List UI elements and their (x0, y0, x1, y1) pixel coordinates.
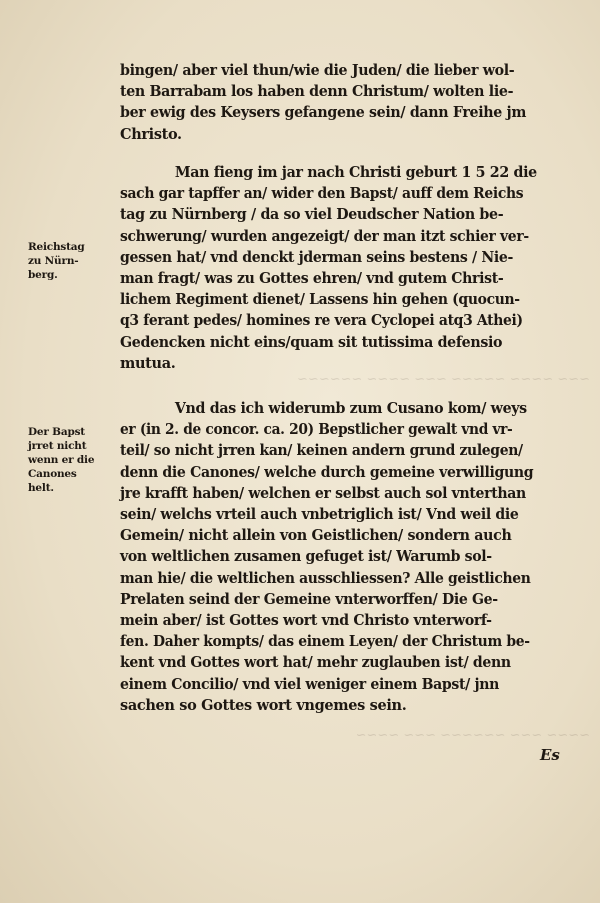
margin-note-line: Reichstag (28, 241, 85, 253)
margin-note-bapst (28, 425, 114, 495)
text-line: fen. Daher kompts/ das einem Leyen/ der Christum be- (120, 633, 530, 651)
text-line: er (in 2. de concor. ca. 20) Bepstlicher gewalt vnd vr- (120, 421, 513, 439)
text-line: sach gar tapffer an/ wider den Bapst/ auff dem Reichs (120, 185, 524, 203)
text-line: mutua. (120, 354, 176, 372)
paragraph-3 (120, 398, 580, 716)
text-line: kent vnd Gottes wort hat/ mehr zuglauben ist/ denn (120, 654, 511, 672)
text-line: man fragt/ was zu Gottes ehren/ vnd gutem Christ- (120, 270, 504, 288)
text-line: mein aber/ ist Gottes wort vnd Christo vnterworf- (120, 612, 492, 630)
text-line: Vnd das ich widerumb zum Cusano kom/ weys (174, 400, 527, 417)
text-line: tag zu Nürnberg / da so viel Deudscher Nation be- (120, 206, 504, 224)
margin-note-line: berg. (28, 269, 58, 281)
paragraph-2 (120, 162, 580, 374)
text-line: bingen/ aber viel thun/wie die Juden/ die lieber wol- (120, 62, 515, 79)
bleed-through-text: ~~~ ~~~~ ~~~~~ ~~~ ~~~~ ~~~~~~ (297, 372, 590, 387)
text-line: lichem Regiment dienet/ Lassens hin gehen (quocun- (120, 291, 520, 309)
margin-note-reichstag (28, 240, 114, 282)
text-line: Christo. (120, 125, 182, 143)
margin-note-line: Der Bapst (28, 426, 85, 438)
text-line: teil/ so nicht jrren kan/ keinen andern grund zulegen/ (120, 442, 523, 460)
text-line: gessen hat/ vnd denckt jderman seins bestens / Nie- (120, 248, 513, 266)
paragraph-1 (120, 60, 580, 145)
bleed-through-text: ~~~~ ~~~ ~~~~~~ ~~~ ~~~~ (355, 728, 590, 743)
text-line: denn die Canones/ welche durch gemeine verwilligung (120, 463, 534, 481)
margin-note-line: helt. (28, 482, 54, 494)
text-line: man hie/ die weltlichen ausschliessen? Alle geistlichen (120, 569, 531, 587)
text-line: ten Barrabam los haben denn Christum/ wolten lie- (120, 83, 514, 101)
text-line: Man fieng im jar nach Christi geburt 1 5 22 die (174, 164, 537, 181)
text-line: schwerung/ wurden angezeigt/ der man itzt schier ver- (120, 227, 529, 245)
text-line: sachen so Gottes wort vngemes sein. (120, 696, 407, 714)
margin-note-line: jrret nicht (28, 440, 87, 452)
text-line: Gemein/ nicht allein von Geistlichen/ sondern auch (120, 527, 512, 545)
text-line: sein/ welchs vrteil auch vnbetriglich ist/ Vnd weil die (120, 506, 519, 524)
text-line: Gedencken nicht eins/quam sit tutissima defensio (120, 333, 503, 351)
text-line: Prelaten seind der Gemeine vnterworffen/ Die Ge- (120, 590, 498, 608)
margin-note-line: wenn er die (28, 454, 95, 466)
margin-note-line: zu Nürn- (28, 255, 79, 267)
catchword: Es (540, 746, 560, 764)
text-line: von weltlichen zusamen gefuget ist/ Warumb sol- (120, 548, 492, 566)
text-line: q3 ferant pedes/ homines re vera Cyclopei atq3 Athei) (120, 312, 523, 330)
margin-note-line: Canones (28, 468, 77, 480)
text-line: einem Concilio/ vnd viel weniger einem Bapst/ jnn (120, 675, 500, 693)
text-line: ber ewig des Keysers gefangene sein/ dann Freihe jm (120, 104, 527, 122)
text-line: jre krafft haben/ welchen er selbst auch sol vnterthan (120, 484, 526, 502)
